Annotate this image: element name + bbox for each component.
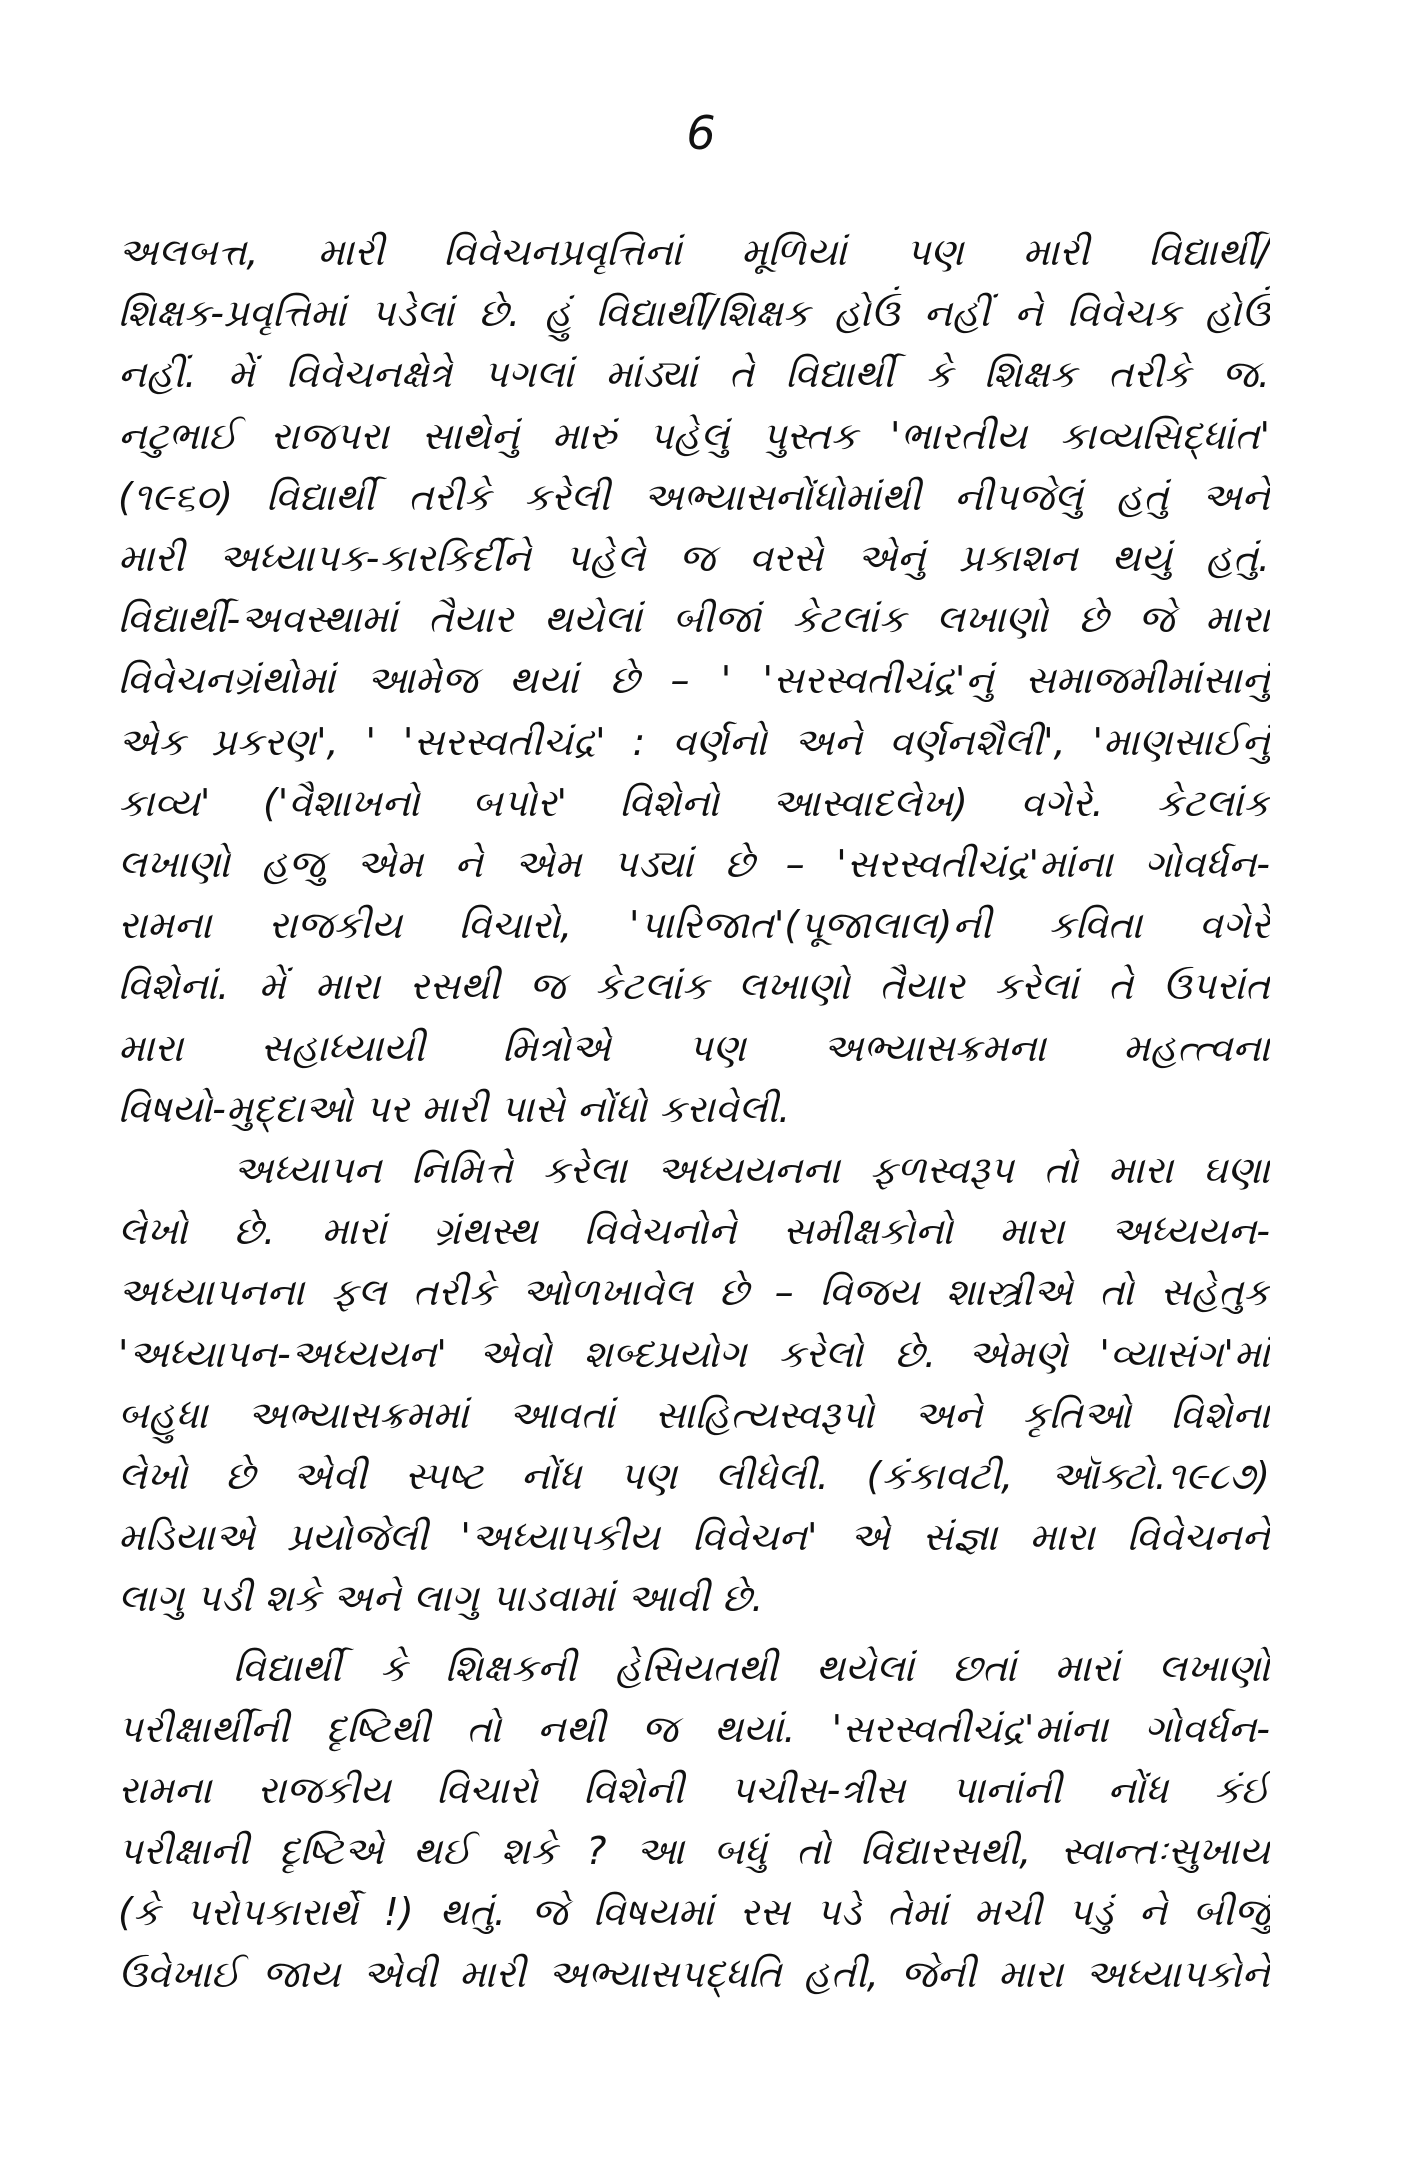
- text-line: લેખો છે. મારાં ગ્રંથસ્થ વિવેચનોને સમીક્ષકોનો મારા અધ્યયન-: [118, 1209, 1270, 1254]
- text-line: અલબત્ત, મારી વિવેચનપ્રવૃત્તિનાં મૂળિયાં પણ મારી વિદ્યાર્થી/: [118, 230, 1270, 274]
- text-line: (કે પરોપકારાર્થે !) થતું. જે વિષયમાં રસ પડે તેમાં મચી પડું ને બીજું: [118, 1890, 1270, 1935]
- text-line: લાગુ પડી શકે અને લાગુ પાડવામાં આવી છે.: [118, 1576, 764, 1621]
- text-line: વિશેનાં. મેં મારા રસથી જ કેટલાંક લખાણો તૈયાર કરેલાં તે ઉપરાંત: [118, 964, 1270, 1009]
- text-line: રામના રાજકીય વિચારો, 'પારિજાત'(પૂજાલાલ)ની કવિતા વગેરે: [118, 903, 1270, 948]
- text-line: અધ્યાપનના ફલ તરીકે ઓળખાવેલ છે – વિજય શાસ્ત્રીએ તો સહેતુક: [118, 1270, 1270, 1315]
- text-line: અધ્યાપન નિમિત્તે કરેલા અધ્યયનના ફળસ્વરૂપ તો મારા ઘણા: [233, 1148, 1270, 1193]
- body-text: [118, 222, 1270, 2005]
- text-line: વિદ્યાર્થી કે શિક્ષકની હેસિયતથી થયેલાં છતાં મારાં લખાણો: [233, 1645, 1270, 1690]
- text-line: શિક્ષક-પ્રવૃત્તિમાં પડેલાં છે. હું વિદ્યાર્થી/શિક્ષક હોઉં નહીં ને વિવેચક હોઉં: [118, 291, 1270, 336]
- text-line: પરીક્ષાની દૃષ્ટિએ થઈ શકે ? આ બધું તો વિદ્યારસથી, સ્વાન્તઃસુખાય: [118, 1829, 1270, 1874]
- paragraph-2: [118, 1140, 1270, 1630]
- text-line: નટુભાઈ રાજપરા સાથેનું મારું પહેલું પુસ્તક 'ભારતીય કાવ્યસિદ્ધાંત': [118, 413, 1270, 458]
- page-number: 6: [686, 106, 716, 160]
- paragraph-3: [118, 1638, 1270, 2005]
- text-line: ઉવેખાઈ જાય એવી મારી અભ્યાસપદ્ધતિ હતી, જેની મારા અધ્યાપકોને: [118, 1951, 1270, 1996]
- text-line: કાવ્ય' ('વૈશાખનો બપોર' વિશેનો આસ્વાદલેખ) વગેરે. કેટલાંક: [118, 780, 1270, 825]
- paragraph-1: [118, 222, 1270, 1140]
- text-line: મારી અધ્યાપક-કારકિર્દીને પહેલે જ વરસે એનું પ્રકાશન થયું હતું.: [118, 536, 1270, 581]
- text-line: રામના રાજકીય વિચારો વિશેની પચીસ-ત્રીસ પાનાંની નોંધ કંઈ: [118, 1768, 1270, 1813]
- text-line: એક પ્રકરણ', ' 'સરસ્વતીચંદ્ર' : વર્ણનો અને વર્ણનશૈલી', 'માણસાઈનું: [118, 719, 1270, 764]
- text-line: (૧૯૬૦) વિદ્યાર્થી તરીકે કરેલી અભ્યાસનોંધોમાંથી નીપજેલું હતું અને: [118, 474, 1270, 519]
- text-line: લેખો છે એવી સ્પષ્ટ નોંધ પણ લીધેલી. (કંકાવટી, ઑક્ટો.૧૯૮૭): [118, 1454, 1270, 1499]
- text-line: પરીક્ષાર્થીની દૃષ્ટિથી તો નથી જ થયાં. 'સરસ્વતીચંદ્ર'માંના ગોવર્ધન-: [118, 1706, 1270, 1751]
- paragraph-spacer: [118, 1630, 1270, 1638]
- text-line: બહુધા અભ્યાસક્રમમાં આવતાં સાહિત્યસ્વરૂપો અને કૃતિઓ વિશેના: [118, 1392, 1270, 1437]
- text-line: વિષયો-મુદ્દાઓ પર મારી પાસે નોંધો કરાવેલી.: [118, 1086, 791, 1131]
- text-line: વિદ્યાર્થી-અવસ્થામાં તૈયાર થયેલાં બીજાં કેટલાંક લખાણો છે જે મારા: [118, 597, 1270, 642]
- text-line: મડિયાએ પ્રયોજેલી 'અધ્યાપકીય વિવેચન' એ સંજ્ઞા મારા વિવેચનને: [118, 1515, 1270, 1560]
- text-line: વિવેચનગ્રંથોમાં આમેજ થયાં છે – ' 'સરસ્વતીચંદ્ર'નું સમાજમીમાંસાનું: [118, 658, 1270, 703]
- text-line: 'અધ્યાપન-અધ્યયન' એવો શબ્દપ્રયોગ કરેલો છે. એમણે 'વ્યાસંગ'માં: [118, 1331, 1270, 1376]
- text-line: લખાણો હજુ એમ ને એમ પડ્યાં છે – 'સરસ્વતીચંદ્ર'માંના ગોવર્ધન-: [118, 842, 1270, 887]
- text-line: મારા સહાધ્યાયી મિત્રોએ પણ અભ્યાસક્રમના મહત્ત્વના: [118, 1025, 1270, 1070]
- text-line: નહીં. મેં વિવેચનક્ષેત્રે પગલાં માંડ્યાં તે વિદ્યાર્થી કે શિક્ષક તરીકે જ.: [118, 352, 1270, 397]
